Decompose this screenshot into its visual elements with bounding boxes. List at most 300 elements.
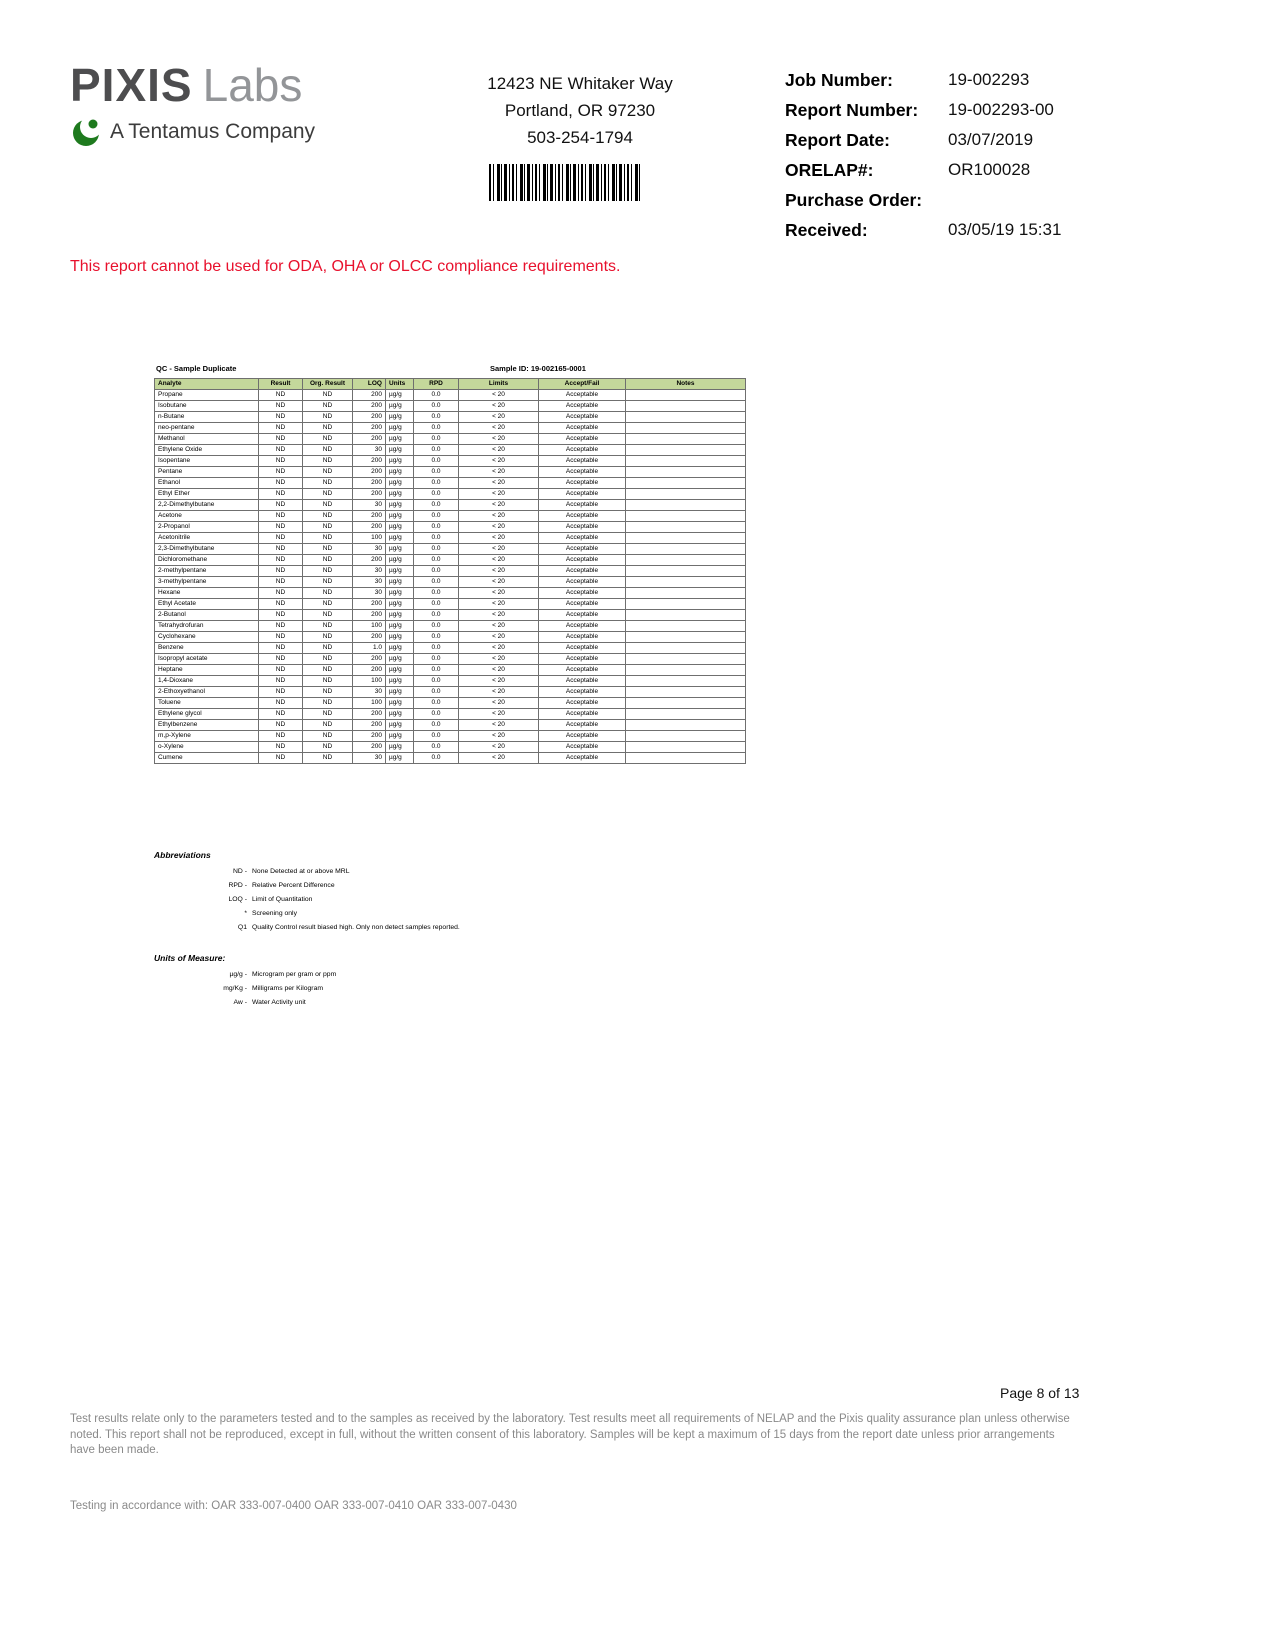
info-row-job-number xyxy=(785,70,1145,91)
cell-limits: < 20 xyxy=(459,390,539,401)
cell-limits: < 20 xyxy=(459,599,539,610)
cell-notes xyxy=(626,467,746,478)
column-header-loq: LOQ xyxy=(353,379,386,390)
table-row xyxy=(155,610,746,621)
cell-limits: < 20 xyxy=(459,654,539,665)
cell-notes xyxy=(626,621,746,632)
cell-analyte: Dichloromethane xyxy=(155,555,259,566)
cell-loq: 30 xyxy=(353,753,386,764)
abbreviations-title: Abbreviations xyxy=(154,850,211,860)
cell-analyte: Isobutane xyxy=(155,401,259,412)
cell-loq: 30 xyxy=(353,544,386,555)
cell-result: ND xyxy=(259,753,303,764)
abbreviations-list xyxy=(154,868,614,931)
cell-rpd: 0.0 xyxy=(414,434,459,445)
cell-analyte: Tetrahydrofuran xyxy=(155,621,259,632)
cell-limits: < 20 xyxy=(459,500,539,511)
cell-notes xyxy=(626,687,746,698)
cell-analyte: Hexane xyxy=(155,588,259,599)
cell-loq: 200 xyxy=(353,412,386,423)
cell-units: µg/g xyxy=(386,709,414,720)
logo-wordmark xyxy=(70,58,315,112)
cell-org-result: ND xyxy=(303,489,353,500)
info-value: 19-002293 xyxy=(948,70,1030,89)
cell-limits: < 20 xyxy=(459,643,539,654)
cell-loq: 30 xyxy=(353,500,386,511)
cell-accept-fail: Acceptable xyxy=(539,687,626,698)
table-row xyxy=(155,445,746,456)
cell-result: ND xyxy=(259,412,303,423)
cell-analyte: Heptane xyxy=(155,665,259,676)
cell-units: µg/g xyxy=(386,687,414,698)
cell-limits: < 20 xyxy=(459,544,539,555)
definition-term: * xyxy=(244,910,247,917)
column-header-limits: Limits xyxy=(459,379,539,390)
barcode xyxy=(489,164,641,201)
cell-result: ND xyxy=(259,588,303,599)
cell-loq: 200 xyxy=(353,489,386,500)
cell-org-result: ND xyxy=(303,434,353,445)
page-number: Page 8 of 13 xyxy=(1000,1385,1080,1401)
cell-limits: < 20 xyxy=(459,489,539,500)
cell-units: µg/g xyxy=(386,599,414,610)
cell-notes xyxy=(626,588,746,599)
table-row xyxy=(155,709,746,720)
cell-accept-fail: Acceptable xyxy=(539,511,626,522)
cell-accept-fail: Acceptable xyxy=(539,720,626,731)
cell-limits: < 20 xyxy=(459,731,539,742)
cell-notes xyxy=(626,522,746,533)
cell-analyte: 2-Butanol xyxy=(155,610,259,621)
cell-rpd: 0.0 xyxy=(414,687,459,698)
cell-limits: < 20 xyxy=(459,533,539,544)
cell-accept-fail: Acceptable xyxy=(539,445,626,456)
cell-result: ND xyxy=(259,544,303,555)
cell-result: ND xyxy=(259,533,303,544)
info-row-purchase-order xyxy=(785,190,1145,211)
cell-notes xyxy=(626,533,746,544)
cell-notes xyxy=(626,412,746,423)
cell-accept-fail: Acceptable xyxy=(539,456,626,467)
cell-notes xyxy=(626,555,746,566)
address-line-2: Portland, OR 97230 xyxy=(504,101,656,121)
table-row xyxy=(155,621,746,632)
table-row xyxy=(155,599,746,610)
cell-units: µg/g xyxy=(386,742,414,753)
cell-rpd: 0.0 xyxy=(414,390,459,401)
cell-result: ND xyxy=(259,577,303,588)
cell-accept-fail: Acceptable xyxy=(539,588,626,599)
table-row xyxy=(155,489,746,500)
cell-org-result: ND xyxy=(303,445,353,456)
table-row xyxy=(155,698,746,709)
cell-accept-fail: Acceptable xyxy=(539,467,626,478)
cell-result: ND xyxy=(259,401,303,412)
cell-accept-fail: Acceptable xyxy=(539,566,626,577)
cell-units: µg/g xyxy=(386,753,414,764)
definition-row xyxy=(154,924,614,931)
info-label: Received: xyxy=(785,220,868,240)
cell-notes xyxy=(626,709,746,720)
info-label: ORELAP#: xyxy=(785,160,874,180)
cell-loq: 200 xyxy=(353,456,386,467)
table-row xyxy=(155,456,746,467)
sample-id: Sample ID: 19-002165-0001 xyxy=(490,364,586,373)
table-row xyxy=(155,742,746,753)
table-row xyxy=(155,478,746,489)
cell-accept-fail: Acceptable xyxy=(539,753,626,764)
info-row-report-date xyxy=(785,130,1145,151)
cell-limits: < 20 xyxy=(459,467,539,478)
cell-loq: 200 xyxy=(353,478,386,489)
info-label: Purchase Order: xyxy=(785,190,923,210)
cell-result: ND xyxy=(259,665,303,676)
cell-accept-fail: Acceptable xyxy=(539,555,626,566)
cell-analyte: 2,2-Dimethylbutane xyxy=(155,500,259,511)
definition-row xyxy=(154,896,614,903)
cell-result: ND xyxy=(259,445,303,456)
cell-units: µg/g xyxy=(386,577,414,588)
cell-rpd: 0.0 xyxy=(414,643,459,654)
cell-accept-fail: Acceptable xyxy=(539,423,626,434)
cell-notes xyxy=(626,654,746,665)
cell-analyte: 2-Ethoxyethanol xyxy=(155,687,259,698)
cell-analyte: Cumene xyxy=(155,753,259,764)
cell-limits: < 20 xyxy=(459,577,539,588)
cell-analyte: n-Butane xyxy=(155,412,259,423)
cell-units: µg/g xyxy=(386,423,414,434)
column-header-accept-fail: Accept/Fail xyxy=(539,379,626,390)
cell-limits: < 20 xyxy=(459,511,539,522)
cell-notes xyxy=(626,456,746,467)
table-row xyxy=(155,511,746,522)
cell-notes xyxy=(626,401,746,412)
logo-pixis-text: PIXIS xyxy=(70,59,193,111)
cell-limits: < 20 xyxy=(459,621,539,632)
cell-units: µg/g xyxy=(386,588,414,599)
cell-accept-fail: Acceptable xyxy=(539,489,626,500)
units-of-measure-section xyxy=(154,953,614,1013)
abbreviations-section xyxy=(154,850,614,938)
cell-result: ND xyxy=(259,423,303,434)
cell-result: ND xyxy=(259,698,303,709)
cell-units: µg/g xyxy=(386,610,414,621)
cell-units: µg/g xyxy=(386,731,414,742)
cell-notes xyxy=(626,643,746,654)
cell-loq: 200 xyxy=(353,665,386,676)
cell-analyte: Isopropyl acetate xyxy=(155,654,259,665)
cell-analyte: Toluene xyxy=(155,698,259,709)
cell-org-result: ND xyxy=(303,654,353,665)
cell-loq: 100 xyxy=(353,676,386,687)
cell-notes xyxy=(626,423,746,434)
definition-text: Water Activity unit xyxy=(252,999,306,1006)
cell-analyte: 2-methylpentane xyxy=(155,566,259,577)
cell-notes xyxy=(626,599,746,610)
cell-units: µg/g xyxy=(386,654,414,665)
cell-notes xyxy=(626,731,746,742)
cell-analyte: Ethylbenzene xyxy=(155,720,259,731)
cell-notes xyxy=(626,478,746,489)
cell-notes xyxy=(626,676,746,687)
table-row xyxy=(155,522,746,533)
cell-limits: < 20 xyxy=(459,753,539,764)
definition-term: Q1 xyxy=(237,924,247,931)
cell-result: ND xyxy=(259,709,303,720)
cell-result: ND xyxy=(259,500,303,511)
cell-accept-fail: Acceptable xyxy=(539,544,626,555)
table-row xyxy=(155,687,746,698)
cell-org-result: ND xyxy=(303,467,353,478)
cell-notes xyxy=(626,632,746,643)
cell-analyte: 3-methylpentane xyxy=(155,577,259,588)
cell-units: µg/g xyxy=(386,533,414,544)
cell-result: ND xyxy=(259,599,303,610)
cell-notes xyxy=(626,610,746,621)
cell-loq: 30 xyxy=(353,577,386,588)
pixis-labs-logo xyxy=(70,58,315,148)
column-header-rpd: RPD xyxy=(414,379,459,390)
info-row-orelap xyxy=(785,160,1145,181)
cell-notes xyxy=(626,753,746,764)
cell-result: ND xyxy=(259,434,303,445)
cell-analyte: neo-pentane xyxy=(155,423,259,434)
cell-units: µg/g xyxy=(386,632,414,643)
cell-accept-fail: Acceptable xyxy=(539,599,626,610)
qc-table-header-row xyxy=(155,379,746,390)
cell-accept-fail: Acceptable xyxy=(539,434,626,445)
cell-rpd: 0.0 xyxy=(414,511,459,522)
definition-term: Aw - xyxy=(233,999,247,1006)
cell-notes xyxy=(626,489,746,500)
info-value: 03/05/19 15:31 xyxy=(948,220,1062,239)
cell-rpd: 0.0 xyxy=(414,544,459,555)
cell-accept-fail: Acceptable xyxy=(539,643,626,654)
column-header-org-result: Org. Result xyxy=(303,379,353,390)
cell-limits: < 20 xyxy=(459,687,539,698)
definition-text: Microgram per gram or ppm xyxy=(252,971,337,978)
cell-org-result: ND xyxy=(303,709,353,720)
definition-text: Screening only xyxy=(252,910,297,917)
cell-org-result: ND xyxy=(303,500,353,511)
cell-analyte: Acetonitrile xyxy=(155,533,259,544)
qc-table xyxy=(154,378,746,764)
cell-analyte: o-Xylene xyxy=(155,742,259,753)
cell-rpd: 0.0 xyxy=(414,401,459,412)
cell-limits: < 20 xyxy=(459,588,539,599)
cell-notes xyxy=(626,665,746,676)
definition-row xyxy=(154,985,614,992)
info-value: 03/07/2019 xyxy=(948,130,1034,149)
definition-row xyxy=(154,910,614,917)
cell-accept-fail: Acceptable xyxy=(539,500,626,511)
cell-analyte: Isopentane xyxy=(155,456,259,467)
tagline-text: A Tentamus Company xyxy=(110,120,316,143)
cell-accept-fail: Acceptable xyxy=(539,676,626,687)
cell-loq: 200 xyxy=(353,390,386,401)
cell-limits: < 20 xyxy=(459,555,539,566)
cell-rpd: 0.0 xyxy=(414,654,459,665)
cell-rpd: 0.0 xyxy=(414,412,459,423)
logo-labs-text: Labs xyxy=(202,59,303,111)
info-value: 19-002293-00 xyxy=(948,100,1054,119)
cell-org-result: ND xyxy=(303,698,353,709)
cell-org-result: ND xyxy=(303,390,353,401)
column-header-notes: Notes xyxy=(626,379,746,390)
cell-org-result: ND xyxy=(303,720,353,731)
cell-loq: 200 xyxy=(353,599,386,610)
cell-analyte: 2-Propanol xyxy=(155,522,259,533)
info-label: Report Date: xyxy=(785,130,891,150)
cell-accept-fail: Acceptable xyxy=(539,390,626,401)
cell-units: µg/g xyxy=(386,401,414,412)
cell-result: ND xyxy=(259,566,303,577)
cell-org-result: ND xyxy=(303,742,353,753)
cell-rpd: 0.0 xyxy=(414,478,459,489)
cell-analyte: Pentane xyxy=(155,467,259,478)
cell-result: ND xyxy=(259,456,303,467)
qc-sample-duplicate-section xyxy=(154,362,745,764)
cell-loq: 30 xyxy=(353,687,386,698)
cell-limits: < 20 xyxy=(459,522,539,533)
cell-accept-fail: Acceptable xyxy=(539,621,626,632)
cell-analyte: Ethyl Ether xyxy=(155,489,259,500)
cell-limits: < 20 xyxy=(459,610,539,621)
cell-result: ND xyxy=(259,676,303,687)
cell-units: µg/g xyxy=(386,643,414,654)
cell-notes xyxy=(626,390,746,401)
cell-result: ND xyxy=(259,621,303,632)
cell-accept-fail: Acceptable xyxy=(539,610,626,621)
cell-rpd: 0.0 xyxy=(414,445,459,456)
cell-units: µg/g xyxy=(386,665,414,676)
units-of-measure-list xyxy=(154,971,614,1006)
cell-rpd: 0.0 xyxy=(414,467,459,478)
cell-result: ND xyxy=(259,478,303,489)
cell-limits: < 20 xyxy=(459,709,539,720)
table-row xyxy=(155,720,746,731)
table-row xyxy=(155,533,746,544)
definition-term: RPD - xyxy=(228,882,247,889)
table-row xyxy=(155,753,746,764)
cell-result: ND xyxy=(259,522,303,533)
table-row xyxy=(155,423,746,434)
column-header-result: Result xyxy=(259,379,303,390)
cell-org-result: ND xyxy=(303,522,353,533)
cell-loq: 200 xyxy=(353,401,386,412)
table-row xyxy=(155,665,746,676)
cell-notes xyxy=(626,434,746,445)
cell-limits: < 20 xyxy=(459,742,539,753)
cell-analyte: Benzene xyxy=(155,643,259,654)
cell-rpd: 0.0 xyxy=(414,720,459,731)
cell-accept-fail: Acceptable xyxy=(539,533,626,544)
cell-org-result: ND xyxy=(303,566,353,577)
info-value: OR100028 xyxy=(948,160,1031,179)
cell-org-result: ND xyxy=(303,753,353,764)
cell-org-result: ND xyxy=(303,544,353,555)
cell-loq: 200 xyxy=(353,632,386,643)
cell-limits: < 20 xyxy=(459,665,539,676)
cell-notes xyxy=(626,566,746,577)
cell-org-result: ND xyxy=(303,511,353,522)
cell-accept-fail: Acceptable xyxy=(539,478,626,489)
table-row xyxy=(155,412,746,423)
cell-analyte: Ethyl Acetate xyxy=(155,599,259,610)
column-header-units: Units xyxy=(386,379,414,390)
cell-result: ND xyxy=(259,731,303,742)
cell-loq: 30 xyxy=(353,445,386,456)
cell-analyte: Ethanol xyxy=(155,478,259,489)
cell-result: ND xyxy=(259,687,303,698)
cell-result: ND xyxy=(259,632,303,643)
cell-units: µg/g xyxy=(386,500,414,511)
cell-notes xyxy=(626,500,746,511)
cell-loq: 200 xyxy=(353,423,386,434)
cell-org-result: ND xyxy=(303,478,353,489)
cell-org-result: ND xyxy=(303,588,353,599)
cell-result: ND xyxy=(259,467,303,478)
cell-notes xyxy=(626,511,746,522)
qc-table-title: QC - Sample Duplicate xyxy=(156,364,237,373)
definition-term: ND - xyxy=(233,868,247,875)
table-row xyxy=(155,555,746,566)
cell-notes xyxy=(626,720,746,731)
cell-result: ND xyxy=(259,643,303,654)
cell-rpd: 0.0 xyxy=(414,522,459,533)
footer-disclaimer: Test results relate only to the parameters tested and to the samples as received by the laboratory. Test results meet all requirements of NELAP and the Pixis quality assurance plan unless otherwise noted. This report shall not be reproduced, except in full, without the written consent of this laboratory. Samples will be kept a maximum of 15 days from the report date unless prior arrangements have been made. xyxy=(70,1413,1070,1457)
definition-term: mg/Kg - xyxy=(223,985,247,992)
cell-analyte: 2,3-Dimethylbutane xyxy=(155,544,259,555)
info-row-received xyxy=(785,220,1145,241)
definition-text: Relative Percent Difference xyxy=(252,882,335,889)
cell-loq: 200 xyxy=(353,742,386,753)
cell-result: ND xyxy=(259,654,303,665)
cell-accept-fail: Acceptable xyxy=(539,401,626,412)
compliance-notice: This report cannot be used for ODA, OHA or OLCC compliance requirements. xyxy=(70,258,621,275)
cell-accept-fail: Acceptable xyxy=(539,654,626,665)
cell-org-result: ND xyxy=(303,632,353,643)
cell-loq: 100 xyxy=(353,698,386,709)
cell-org-result: ND xyxy=(303,731,353,742)
cell-rpd: 0.0 xyxy=(414,456,459,467)
cell-units: µg/g xyxy=(386,434,414,445)
cell-rpd: 0.0 xyxy=(414,632,459,643)
cell-org-result: ND xyxy=(303,676,353,687)
cell-rpd: 0.0 xyxy=(414,533,459,544)
definition-row xyxy=(154,971,614,978)
definition-text: None Detected at or above MRL xyxy=(252,868,350,875)
definition-text: Milligrams per Kilogram xyxy=(252,985,324,992)
definition-text: Limit of Quantitation xyxy=(252,896,313,903)
cell-rpd: 0.0 xyxy=(414,555,459,566)
cell-units: µg/g xyxy=(386,412,414,423)
cell-org-result: ND xyxy=(303,577,353,588)
cell-rpd: 0.0 xyxy=(414,753,459,764)
cell-limits: < 20 xyxy=(459,423,539,434)
definition-term: LOQ - xyxy=(228,896,247,903)
cell-units: µg/g xyxy=(386,467,414,478)
definition-text: Quality Control result biased high. Only non detect samples reported. xyxy=(252,924,460,931)
cell-org-result: ND xyxy=(303,555,353,566)
table-row xyxy=(155,731,746,742)
cell-analyte: m,p-Xylene xyxy=(155,731,259,742)
cell-units: µg/g xyxy=(386,456,414,467)
table-row xyxy=(155,577,746,588)
cell-accept-fail: Acceptable xyxy=(539,412,626,423)
cell-units: µg/g xyxy=(386,511,414,522)
cell-accept-fail: Acceptable xyxy=(539,522,626,533)
